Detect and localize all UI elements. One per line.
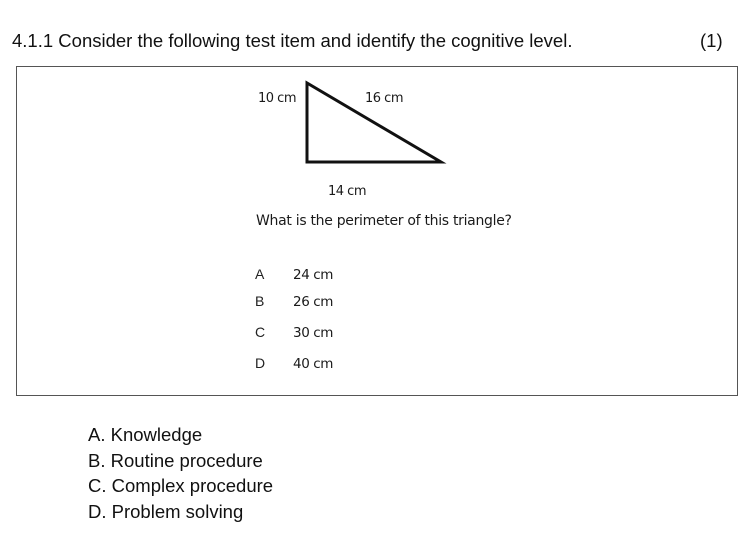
answer-letter: A.: [88, 424, 106, 445]
answer-text: Complex procedure: [111, 475, 274, 496]
side-label-left: 10 cm: [258, 91, 296, 106]
question-number: 4.1.1: [12, 30, 54, 51]
question-header: [12, 30, 572, 52]
answer-choice-a[interactable]: [88, 422, 273, 448]
answer-text: Problem solving: [111, 500, 244, 522]
option-value-c: 30 cm: [293, 325, 334, 341]
option-letter-a: A: [255, 266, 265, 282]
option-letter-b: B: [255, 293, 265, 309]
answer-choice-c[interactable]: [88, 473, 273, 499]
option-letter-c: C: [255, 324, 266, 340]
answer-choice-d[interactable]: [88, 499, 273, 525]
question-marks: (1): [700, 30, 723, 51]
answer-choices: [88, 422, 273, 524]
answer-text: Routine procedure: [110, 449, 263, 471]
item-prompt: What is the perimeter of this triangle?: [256, 213, 512, 229]
question-text: Consider the following test item and identify the cognitive level.: [58, 30, 573, 51]
option-value-a: 24 cm: [293, 267, 334, 283]
answer-choice-b[interactable]: [88, 448, 273, 474]
option-value-b: 26 cm: [293, 294, 334, 310]
triangle-shape: [307, 83, 441, 162]
right-triangle-figure: [297, 75, 447, 167]
option-value-d: 40 cm: [293, 356, 334, 372]
answer-letter: D.: [88, 500, 107, 522]
option-letter-d: D: [255, 355, 266, 371]
answer-letter: C.: [88, 475, 107, 496]
answer-text: Knowledge: [110, 424, 203, 445]
test-item-box: [16, 66, 738, 396]
side-label-hypotenuse: 16 cm: [365, 91, 403, 106]
side-label-base: 14 cm: [328, 184, 366, 199]
answer-letter: B.: [88, 449, 106, 471]
